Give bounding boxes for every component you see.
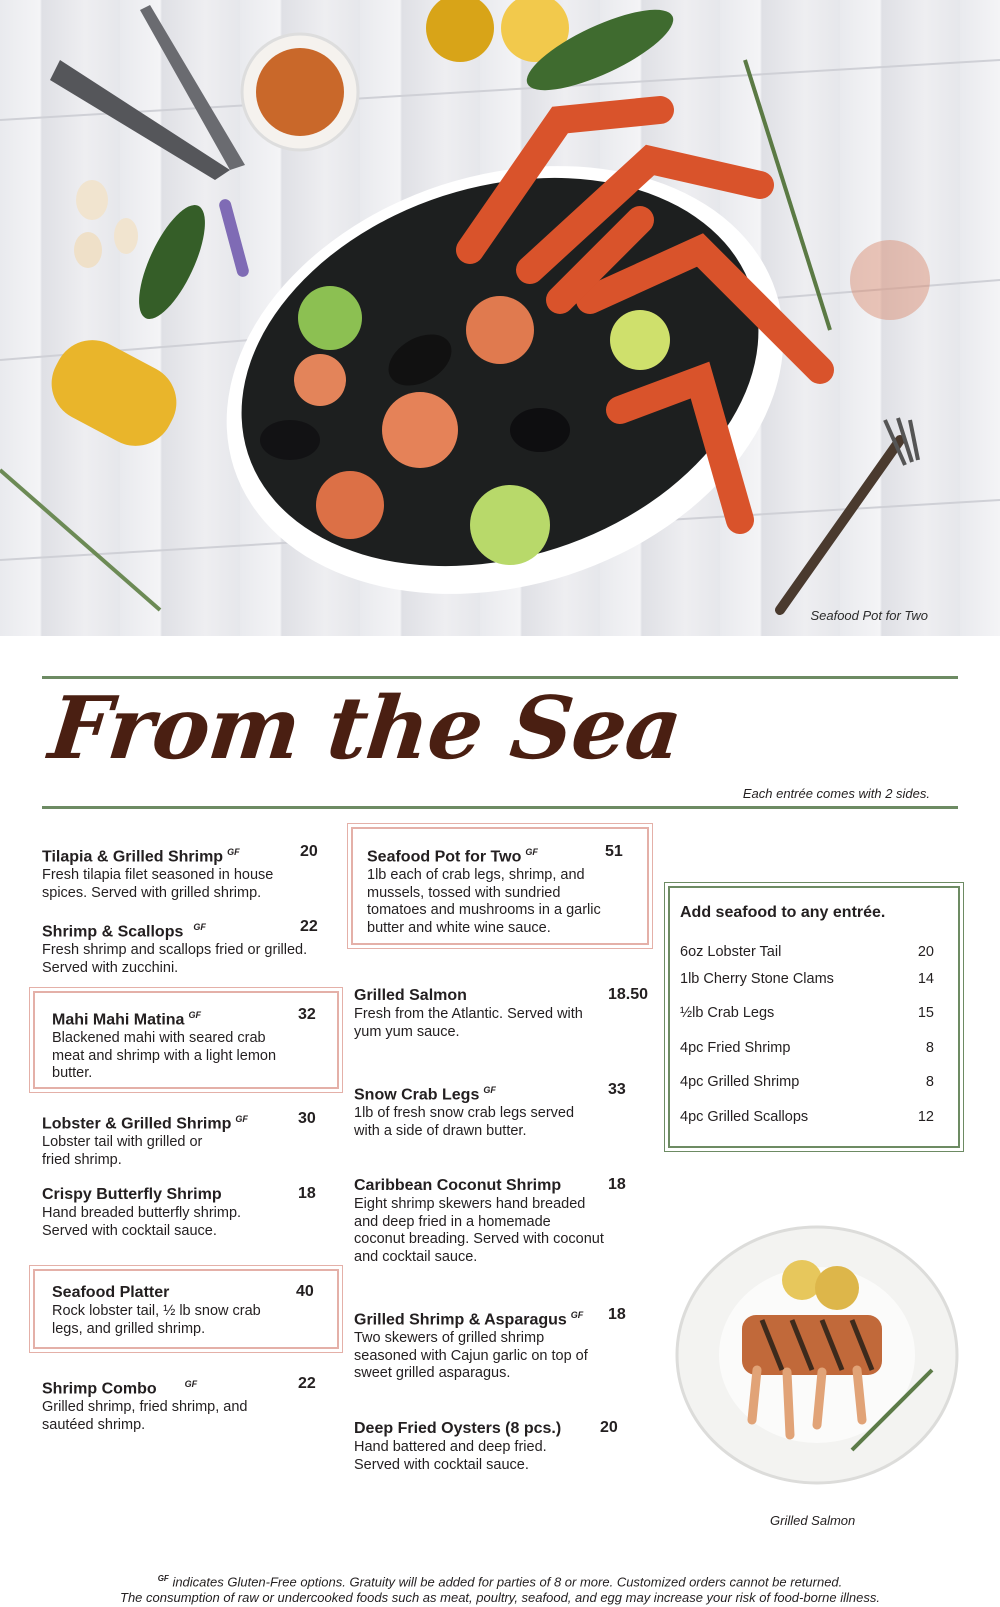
item-price: 18	[608, 1176, 626, 1193]
footer-line-2: The consumption of raw or undercooked foods such as meat, poultry, seafood, and egg may increase your risk of food-borne illness.	[120, 1590, 880, 1605]
menu-item-seafood-platter	[52, 1283, 332, 1338]
item-description: 1lb of fresh snow crab legs served with a side of drawn butter.	[354, 1105, 575, 1139]
gf-mark: GF	[227, 847, 240, 857]
hero-caption: Seafood Pot for Two	[810, 608, 928, 623]
item-description: Lobster tail with grilled or fried shrimp.	[42, 1134, 203, 1168]
item-price: 51	[605, 843, 623, 860]
item-name: Shrimp Combo	[42, 1380, 157, 1398]
item-price: 20	[600, 1419, 618, 1436]
addon-row: 4pc Fried Shrimp 8	[680, 1040, 934, 1056]
addon-row: ½lb Crab Legs 15	[680, 1005, 934, 1021]
item-name: Snow Crab Legs	[354, 1086, 480, 1104]
item-description: Fresh shrimp and scallops fried or grilled. Served with zucchini.	[42, 942, 308, 976]
seafood-pot-illustration	[0, 0, 1000, 636]
gf-mark: GF	[188, 1010, 201, 1020]
item-name: Lobster & Grilled Shrimp	[42, 1115, 232, 1133]
item-price: 18	[608, 1306, 626, 1323]
add-seafood-box	[668, 886, 960, 1148]
item-description: Hand breaded butterfly shrimp. Served with cocktail sauce.	[42, 1205, 242, 1239]
gf-mark: GF	[483, 1085, 496, 1095]
item-name: Tilapia & Grilled Shrimp	[42, 848, 224, 866]
sides-note: Each entrée comes with 2 sides.	[742, 786, 930, 801]
item-name: Caribbean Coconut Shrimp	[354, 1177, 562, 1194]
menu-item-mahi-mahi-matina	[52, 1006, 332, 1083]
item-price: 18	[298, 1185, 316, 1202]
gf-mark: GF	[193, 922, 206, 932]
menu-item-tilapia-grilled-shrimp	[42, 843, 322, 902]
item-description: Fresh from the Atlantic. Served with yum yum sauce.	[354, 1006, 583, 1040]
item-description: Eight shrimp skewers hand breaded and deep fried in a homemade coconut breading. Served with coconut and cocktail sauce.	[354, 1196, 604, 1265]
item-name: Seafood Platter	[52, 1284, 170, 1301]
gf-mark: GF	[235, 1114, 248, 1124]
gf-mark: GF	[525, 847, 538, 857]
hero-photo	[0, 0, 1000, 636]
item-name: Crispy Butterfly Shrimp	[42, 1186, 222, 1203]
item-description: Fresh tilapia filet seasoned in house spices. Served with grilled shrimp.	[42, 867, 274, 901]
grilled-salmon-photo	[672, 1220, 962, 1490]
addon-row: 1lb Cherry Stone Clams 14	[680, 971, 934, 987]
item-price: 33	[608, 1081, 626, 1098]
menu-item-grilled-salmon	[354, 986, 649, 1041]
item-description: Blackened mahi with seared crab meat and shrimp with a light lemon butter.	[52, 1030, 277, 1082]
item-description: Two skewers of grilled shrimp seasoned with Cajun garlic on top of sweet grilled asparagus.	[354, 1330, 588, 1382]
section-title: From the Sea	[44, 678, 686, 779]
item-price: 22	[300, 918, 318, 935]
menu-item-lobster-grilled-shrimp	[42, 1110, 322, 1169]
item-description: Grilled shrimp, fried shrimp, and sautéed shrimp.	[42, 1399, 248, 1433]
menu-item-caribbean-coconut-shrimp	[354, 1176, 634, 1266]
item-description: Rock lobster tail, ½ lb snow crab legs, and grilled shrimp.	[52, 1303, 261, 1337]
item-price: 32	[298, 1006, 316, 1023]
item-name: Grilled Shrimp & Asparagus	[354, 1311, 567, 1329]
item-name: Deep Fried Oysters (8 pcs.)	[354, 1420, 562, 1437]
item-price: 22	[298, 1375, 316, 1392]
item-price: 40	[296, 1283, 314, 1300]
addon-row: 6oz Lobster Tail 20	[680, 944, 934, 960]
menu-item-crispy-butterfly-shrimp	[42, 1185, 322, 1240]
item-description: 1lb each of crab legs, shrimp, and mussels, tossed with sundried tomatoes and mushrooms in a garlic butter and white wine sauce.	[367, 867, 601, 936]
gf-mark: GF	[157, 1574, 169, 1583]
item-price: 30	[298, 1110, 316, 1127]
item-name: Seafood Pot for Two	[367, 848, 522, 866]
menu-item-shrimp-combo	[42, 1375, 322, 1434]
plate-caption: Grilled Salmon	[770, 1513, 856, 1528]
addon-row: 4pc Grilled Scallops 12	[680, 1109, 934, 1125]
menu-item-shrimp-scallops	[42, 918, 322, 977]
menu-item-grilled-shrimp-asparagus	[354, 1306, 634, 1383]
item-price: 20	[300, 843, 318, 860]
item-price: 18.50	[608, 986, 649, 1003]
item-description: Hand battered and deep fried. Served with cocktail sauce.	[354, 1439, 547, 1473]
gf-mark: GF	[570, 1310, 584, 1320]
menu-item-deep-fried-oysters	[354, 1419, 634, 1474]
item-name: Grilled Salmon	[354, 987, 467, 1004]
menu-item-seafood-pot-for-two	[367, 843, 647, 937]
bottom-divider	[42, 806, 958, 809]
menu-item-snow-crab-legs	[354, 1081, 634, 1140]
add-seafood-heading: Add seafood to any entrée.	[680, 904, 886, 921]
gf-mark: GF	[184, 1379, 198, 1389]
addon-row: 4pc Grilled Shrimp 8	[680, 1074, 934, 1090]
footer-line-1: $^{GF}$ indicates Gluten-Free options. Gratuity will be added for parties of 8 or more. Customized orders cannot be returned.	[157, 1574, 843, 1590]
item-name: Mahi Mahi Matina	[52, 1011, 185, 1029]
item-name: Shrimp & Scallops	[42, 923, 184, 941]
